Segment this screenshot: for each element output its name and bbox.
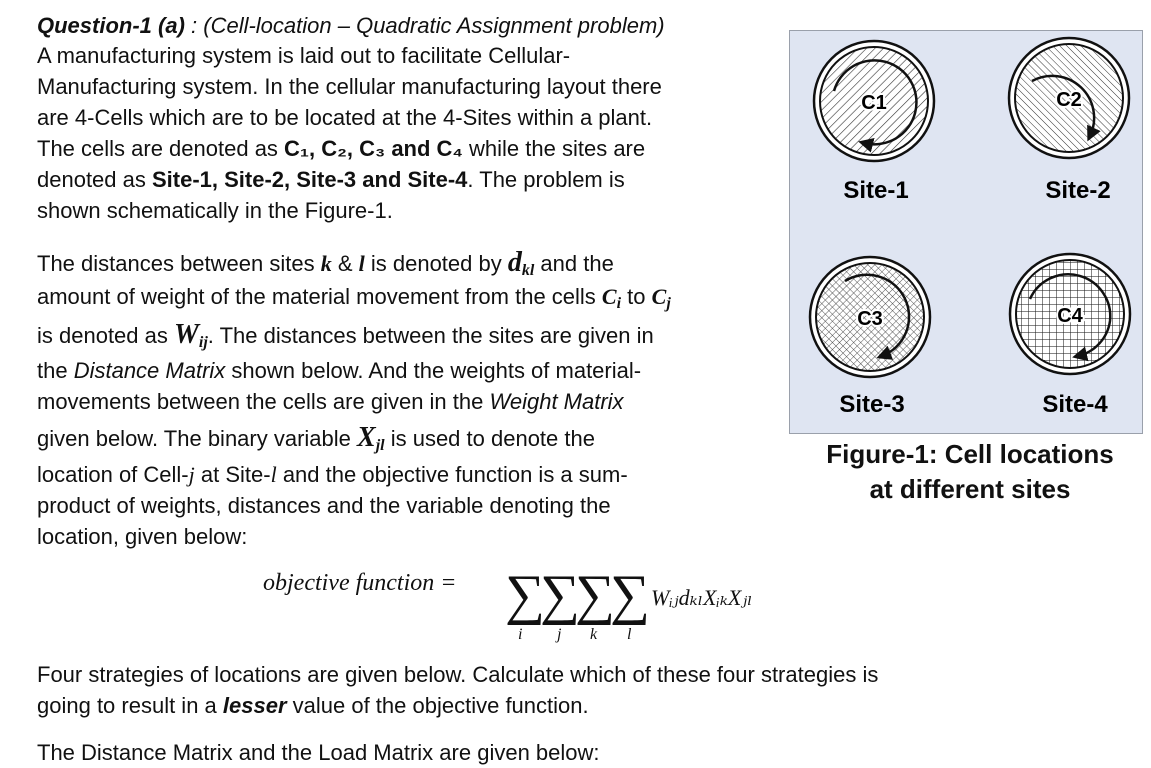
site-names: Site-1, Site-2, Site-3 and Site-4 [151, 167, 468, 192]
para2-line8: product of weights, distances and the variable denoting the [37, 493, 611, 518]
sigma-i: ∑ [505, 564, 545, 626]
sigma-l: ∑ [610, 564, 650, 626]
para3-line2: going to result in a lesser value of the objective function. [37, 693, 589, 718]
site-3-label: Site-3 [839, 391, 905, 418]
para2-line6: given below. The binary variable $X_{jl}$ is used to denote the [37, 422, 595, 454]
figure-caption-line2: at different sites [869, 474, 1071, 504]
sigma-j: ∑ [540, 564, 580, 626]
para2-line1: The distances between sites k & l is denoted by $d_{kl}$ and the [37, 247, 614, 279]
ci-symbol: $C_i$ [601, 284, 622, 312]
sigma-k: ∑ [575, 564, 615, 626]
index-j: j [557, 626, 562, 643]
formula-terms: WᵢⱼdₖₗXᵢₖXⱼₗ [651, 585, 753, 610]
para2-line7: location of Cell-j at Site-l and the objective function is a sum- [37, 462, 628, 487]
dkl-symbol: $d_{kl}$ [507, 247, 535, 279]
cell-c1-label: C1 [861, 92, 887, 114]
para2-line3: is denoted as $W_{ij}$. The distances between the sites are given in [37, 319, 654, 351]
figure-1 [789, 30, 1143, 434]
question-title [37, 11, 665, 41]
question-subtitle: : (Cell-location – Quadratic Assignment problem) [191, 13, 665, 38]
cell-c3-label: C3 [857, 308, 883, 330]
para3-line1: Four strategies of locations are given below. Calculate which of these four strategies is [37, 662, 879, 687]
summation-formula [505, 563, 795, 643]
figure-caption [795, 437, 1145, 507]
para1-line4: The cells are denoted as C₁, C₂, C₃ and C₄ while the sites are [37, 136, 646, 161]
cell-c1 [814, 41, 934, 161]
cell-c4 [1010, 254, 1130, 374]
wij-symbol: $W_{ij}$ [173, 319, 208, 351]
objective-lhs: objective function = [263, 570, 457, 596]
cj-symbol: $C_j$ [651, 284, 671, 312]
cell-c3 [810, 257, 930, 377]
cell-c2-label: C2 [1056, 89, 1082, 111]
para1-line1: A manufacturing system is laid out to facilitate Cellular- [37, 43, 571, 68]
site-1-label: Site-1 [843, 177, 909, 204]
para2-line5: movements between the cells are given in the Weight Matrix [37, 389, 624, 414]
xjl-symbol: $X_{jl}$ [357, 422, 385, 454]
cell-c4-label: C4 [1057, 305, 1083, 327]
para1-line6: shown schematically in the Figure-1. [37, 198, 393, 223]
cell-c2 [1009, 38, 1129, 158]
figure-caption-line1: Figure-1: Cell locations [826, 439, 1114, 469]
para1-line2: Manufacturing system. In the cellular manufacturing layout there [37, 74, 662, 99]
para2-line9: location, given below: [37, 524, 248, 549]
site-4-label: Site-4 [1042, 391, 1108, 418]
index-k: k [590, 626, 598, 643]
para4-line1: The Distance Matrix and the Load Matrix are given below: [37, 740, 600, 765]
index-i: i [518, 626, 523, 643]
question-number: Question-1 (a) [37, 13, 192, 38]
para2-line2: amount of weight of the material movement from the cells $C_i$ to $C_j$ [37, 284, 671, 312]
lesser-emphasis: lesser [222, 693, 287, 718]
cell-names: C₁, C₂, C₃ and C₄ [284, 136, 463, 161]
index-l: l [627, 626, 632, 643]
para2-line4: the Distance Matrix shown below. And the weights of material- [37, 358, 642, 383]
para1-line3: are 4-Cells which are to be located at the 4-Sites within a plant. [37, 105, 653, 130]
site-2-label: Site-2 [1045, 177, 1111, 204]
para1-line5: denoted as Site-1, Site-2, Site-3 and Site-4. The problem is [37, 167, 625, 192]
figure-diagram [790, 31, 1142, 433]
